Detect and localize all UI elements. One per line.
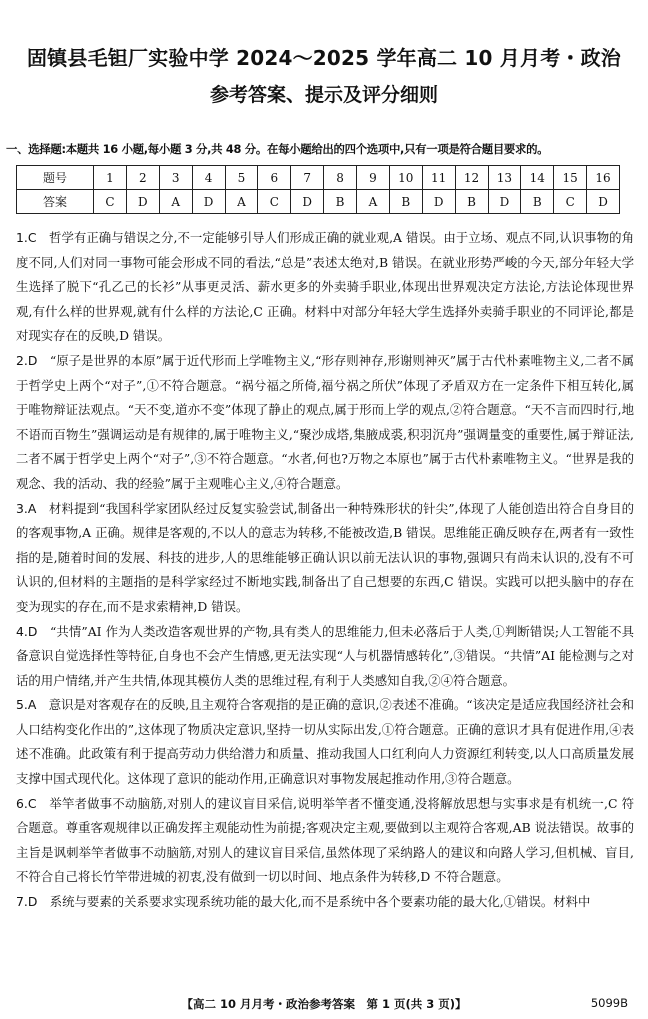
document-code: 5099B	[590, 996, 628, 1010]
row-label-number: 题号	[17, 166, 94, 190]
question-2-explanation	[16, 349, 634, 497]
question-number-cell: 2	[126, 166, 159, 190]
page-subtitle: 参考答案、提示及评分细则	[209, 84, 438, 106]
question-number-cell: 5	[225, 166, 258, 190]
question-3-text: 材料提到“我国科学家团队经过反复实验尝试,制备出一种特殊形状的针尖”,体现了人能创造出符合自身目的的客观事物,A 正确。规律是客观的,不以人的意志为转移,不能被改造,B 错误。思维能正确反映存在,两者有一致性指的是,随着时间的发展、科技的进步,人的思维能够正确认识以前无法认识的事物,强调只有尚未认识的,没有不可认识的,但材料的主题指的是科学家经过不断地实践,制备出了自己想要的东西,C 错误。实践可以把头脑中的存在变为现实的存在,而不是求索精神,D 错误。	[16, 500, 635, 614]
question-6-explanation	[16, 792, 634, 890]
question-number-cell: 11	[422, 166, 455, 190]
answer-cell: A	[225, 190, 258, 214]
question-2-text: “原子是世界的本原”属于近代形而上学唯物主义,“形存则神存,形谢则神灭”属于古代朴素唯物主义,二者不属于哲学史上两个“对子”,①不符合题意。“祸兮福之所倚,福兮祸之所伏”体现了矛盾双方在一定条件下相互转化,属于唯物辩证法观点。“天不变,道亦不变”体现了静止的观点,属于形而上学的观点,②符合题意。“天不言而四时行,地不语而百物生”强调运动是有规律的,属于唯物主义,“聚沙成塔,集腋成裘,积羽沉舟”强调量变的重要性,属于辩证法,二者不属于哲学史上两个“对子”,③不符合题意。“水者,何也?万物之本原也”属于古代朴素唯物主义。“世界是我的观念、我的活动、我的经验”属于主观唯心主义,④符合题意。	[16, 352, 635, 491]
question-number-row	[17, 166, 620, 190]
answer-cell: D	[488, 190, 521, 214]
question-number-cell: 4	[192, 166, 225, 190]
answer-cell: B	[521, 190, 554, 214]
question-4-explanation	[16, 620, 634, 694]
answer-cell: D	[422, 190, 455, 214]
answer-cell: C	[554, 190, 587, 214]
question-4-text: “共情”AI 作为人类改造客观世界的产物,具有类人的思维能力,但未必落后于人类,①判断错误;人工智能不具备意识自觉选择性等特征,自身也不会产生情感,更无法实现“人与机器情感转化”,③错误。“共情”AI 能检测与之对话的用户情绪,并产生共情,体现其模仿人类的思维过程,有利于人类感知自我,②④符合题意。	[16, 623, 634, 688]
row-label-answer: 答案	[17, 190, 94, 214]
question-5-text: 意识是对客观存在的反映,且主观符合客观指的是正确的意识,②表述不准确。“该决定是适应我国经济社会和人口结构变化作出的”,这体现了物质决定意识,坚持一切从实际出发,①符合题意。正确的意识才具有促进作用,④表述不准确。此政策有利于提高劳动力供给潜力和质量、推动我国人口红利向人力资源红利转变,以人口高质量发展支撑中国式现代化。这体现了意识的能动作用,正确意识对事物发展起推动作用,③符合题意。	[16, 697, 634, 787]
answer-cell: B	[324, 190, 357, 214]
section-instruction: 一、选择题:本题共 16 小题,每小题 3 分,共 48 分。在每小题给出的四个选项中,只有一项是符合题目要求的。	[6, 142, 549, 156]
answer-cell: C	[258, 190, 291, 214]
page-title: 固镇县毛钽厂实验中学 2024～2025 学年高二 10 月月考・政治	[26, 46, 621, 70]
question-1-answer: 1.C	[16, 230, 37, 245]
question-5-explanation	[16, 693, 634, 791]
question-4-answer: 4.D	[16, 623, 38, 639]
question-7-explanation	[16, 890, 634, 915]
question-number-cell: 13	[488, 166, 521, 190]
answer-cell: C	[94, 190, 127, 214]
answer-cell: D	[192, 190, 225, 214]
question-1-explanation	[16, 226, 634, 349]
answer-table	[16, 165, 620, 214]
question-number-cell: 8	[324, 166, 357, 190]
answer-cell: D	[291, 190, 324, 214]
question-6-answer: 6.C	[16, 795, 37, 811]
answer-cell: B	[455, 190, 488, 214]
question-number-cell: 7	[291, 166, 324, 190]
question-number-cell: 10	[389, 166, 422, 190]
question-7-text: 系统与要素的关系要求实现系统功能的最大化,而不是系统中各个要素功能的最大化,①错误。材料中	[49, 894, 591, 910]
question-3-answer: 3.A	[16, 500, 37, 516]
explanations	[16, 226, 634, 915]
question-number-cell: 9	[357, 166, 390, 190]
question-number-cell: 15	[554, 166, 587, 190]
answer-cell: A	[159, 190, 192, 214]
question-number-cell: 1	[94, 166, 127, 190]
question-number-cell: 12	[455, 166, 488, 190]
answer-cell: B	[389, 190, 422, 214]
answer-row	[17, 190, 620, 214]
answer-cell: D	[587, 190, 620, 214]
question-number-cell: 6	[258, 166, 291, 190]
question-5-answer: 5.A	[16, 697, 37, 713]
question-6-text: 举竿者做事不动脑筋,对别人的建议盲目采信,说明举竿者不懂变通,没将解放思想与实事求是有机统一,C 符合题意。尊重客观规律以正确发挥主观能动性为前提;客观决定主观,要做到以主观符合客观,AB 说法错误。故事的主旨是讽刺举竿者做事不动脑筋,对别人的建议盲目采信,虽然体现了采纳路人的建议和向路人学习,但机械、盲目,不符合自己将长竹竿带进城的初衷,没有做到一切以时间、地点条件为转移,D 不符合题意。	[16, 795, 634, 885]
page-footer: 【高二 10 月月考・政治参考答案 第 1 页(共 3 页)】	[181, 997, 467, 1011]
question-number-cell: 16	[587, 166, 620, 190]
question-2-answer: 2.D	[16, 352, 38, 368]
answer-cell: A	[357, 190, 390, 214]
question-3-explanation	[16, 497, 634, 620]
answer-cell: D	[126, 190, 159, 214]
question-1-text: 哲学有正确与错误之分,不一定能够引导人们形成正确的就业观,A 错误。由于立场、观点不同,认识事物的角度不同,人们对同一事物可能会形成不同的看法,“总是”表述太绝对,B 错误。在就业形势严峻的今天,部分年轻大学生选择了脱下“孔乙己的长衫”从事更灵活、薪水更多的外卖骑手职业,体现出世界观决定方法论,方法论体现世界观,有什么样的世界观,就有什么样的方法论,C 正确。材料中对部分年轻大学生选择外卖骑手职业的不同评论,都是对现实存在的反映,D 错误。	[16, 230, 635, 344]
question-7-answer: 7.D	[16, 894, 38, 910]
question-number-cell: 3	[159, 166, 192, 190]
question-number-cell: 14	[521, 166, 554, 190]
